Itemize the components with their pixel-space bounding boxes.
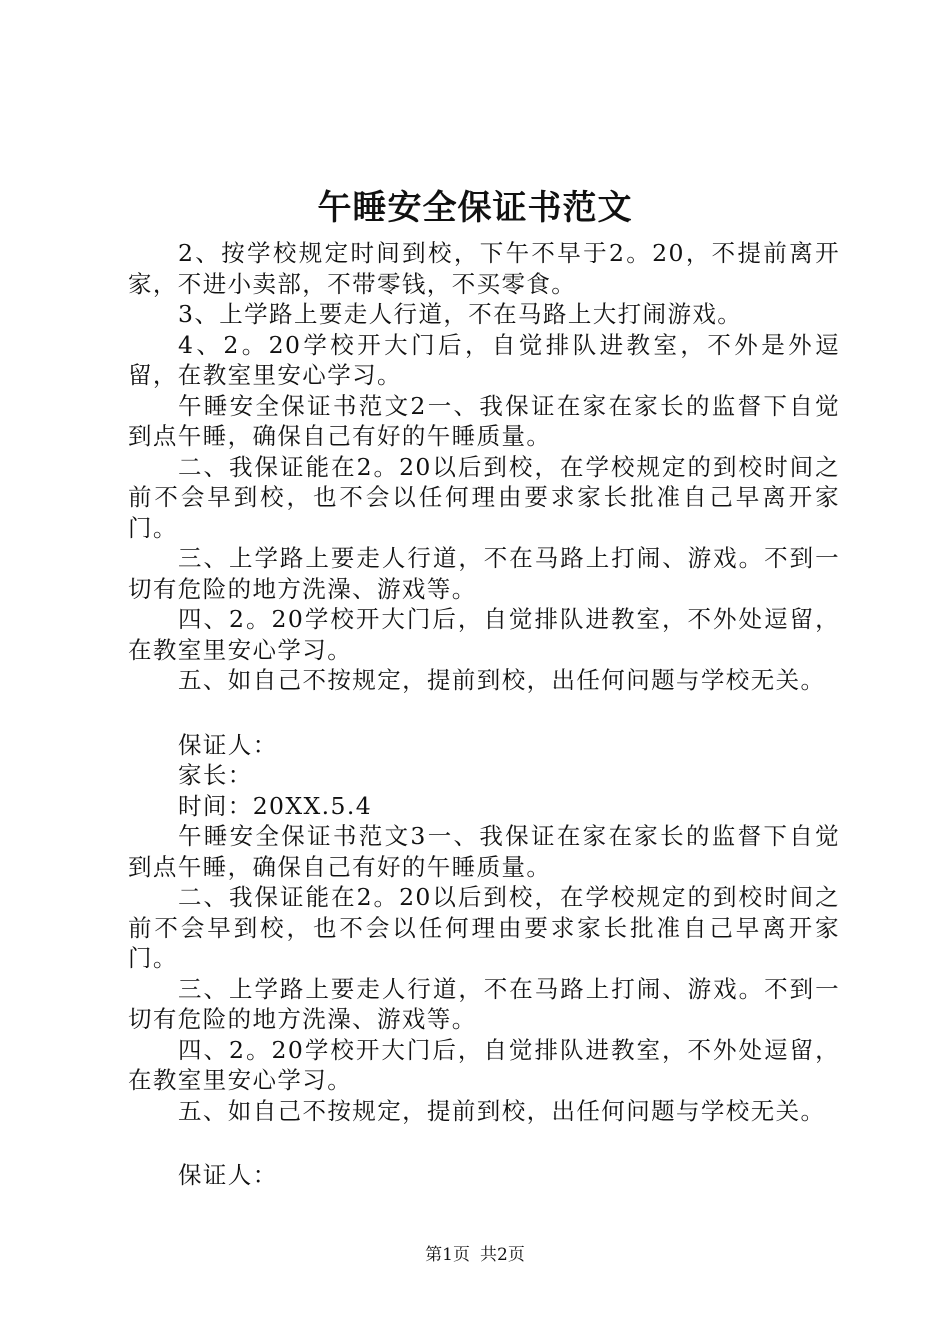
page-total: 共2页 [480,1245,525,1265]
date-line: 时间：20XX.5.4 [178,791,373,820]
paragraph: 三、上学路上要走人行道，不在马路上打闹、游戏。不到一切有危险的地方洗澡、游戏等。 [128,544,840,603]
page-number: 第1页 [425,1245,470,1265]
paragraph: 四、2。20学校开大门后，自觉排队进教室，不外处逗留，在教室里安心学习。 [128,1035,840,1094]
guarantor-line: 保证人： [178,730,278,759]
page-title: 午睡安全保证书范文 [317,188,633,228]
paragraph: 4、2。20学校开大门后，自觉排队进教室，不外是外逗留，在教室里安心学习。 [128,330,840,389]
guarantor-line: 保证人： [178,1161,278,1189]
paragraph: 午睡安全保证书范文2一、我保证在家在家长的监督下自觉到点午睡，确保自己有好的午睡质量。 [128,391,840,450]
paragraph: 四、2。20学校开大门后，自觉排队进教室，不外处逗留，在教室里安心学习。 [128,605,840,664]
paragraph: 二、我保证能在2。20以后到校，在学校规定的到校时间之前不会早到校，也不会以任何理由要求家长批准自己早离开家门。 [128,452,840,542]
paragraph: 2、按学校规定时间到校，下午不早于2。20，不提前离开家，不进小卖部，不带零钱，不买零食。 [128,239,840,298]
document-body [128,238,840,1191]
paragraph: 五、如自己不按规定，提前到校，出任何问题与学校无关。 [178,1096,826,1125]
spacer [128,696,840,730]
paragraph: 二、我保证能在2。20以后到校，在学校规定的到校时间之前不会早到校，也不会以任何理由要求家长批准自己早离开家门。 [128,883,840,972]
paragraph: 3、上学路上要走人行道，不在马路上大打闹游戏。 [178,300,743,328]
spacer [128,1126,840,1160]
paragraph: 三、上学路上要走人行道，不在马路上打闹、游戏。不到一切有危险的地方洗澡、游戏等。 [128,974,840,1033]
page-footer [0,1244,950,1266]
paragraph: 午睡安全保证书范文3一、我保证在家在家长的监督下自觉到点午睡，确保自己有好的午睡质量。 [128,822,840,881]
parent-line: 家长： [178,761,253,789]
paragraph: 五、如自己不按规定，提前到校，出任何问题与学校无关。 [178,666,826,694]
